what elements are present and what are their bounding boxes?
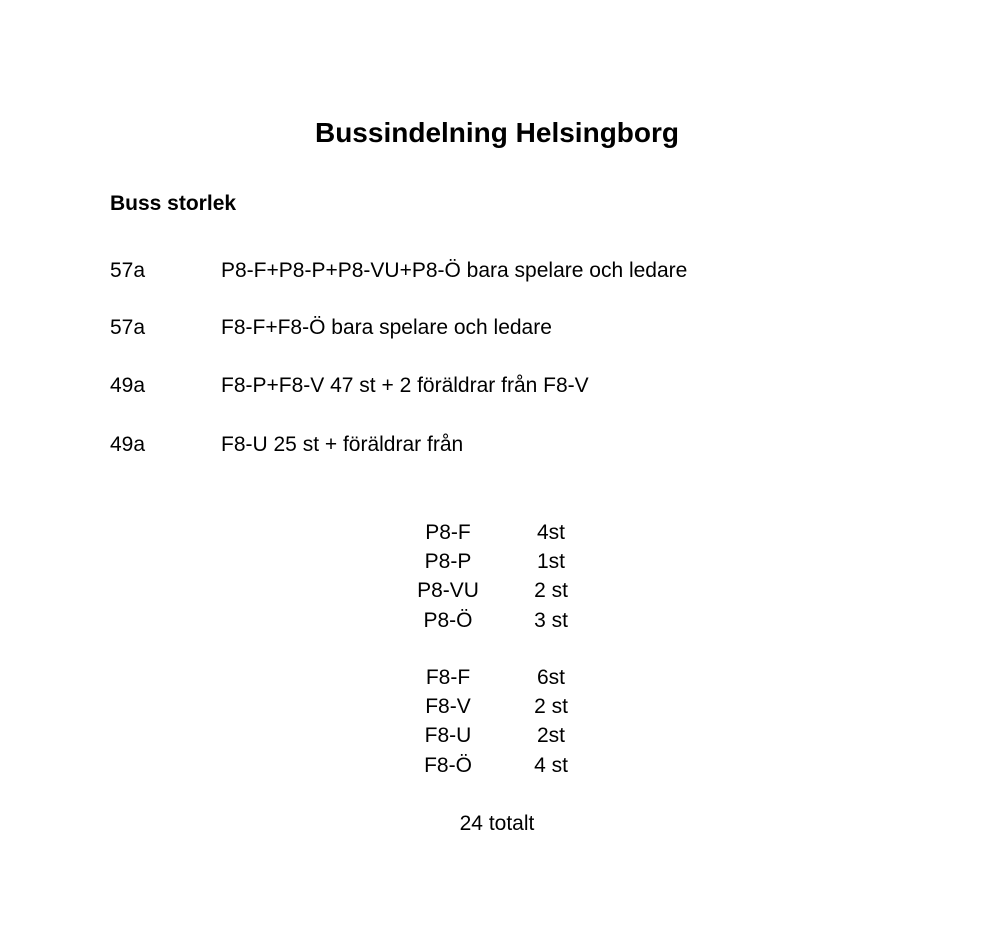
team-name: P8-F: [425, 521, 471, 544]
bus-size: 57a: [110, 316, 146, 339]
bus-size: 49a: [110, 433, 146, 456]
document-title: Bussindelning Helsingborg: [314, 117, 679, 148]
team-name: F8-V: [425, 695, 471, 718]
team-count-row: [0, 723, 1000, 749]
team-count: 3 st: [534, 609, 568, 632]
section-heading-bus-size: Buss storlek: [110, 192, 237, 215]
bus-description: F8-F+F8-Ö bara spelare och ledare: [221, 316, 552, 339]
total-count: 24 totalt: [459, 812, 535, 835]
bus-description: P8-F+P8-P+P8-VU+P8-Ö bara spelare och ledare: [221, 259, 688, 282]
team-name: F8-Ö: [424, 754, 472, 777]
team-count: 2 st: [534, 695, 568, 718]
team-count-row: [0, 694, 1000, 720]
team-count: 2 st: [534, 579, 568, 602]
team-count: 6st: [536, 666, 565, 689]
team-count-row: [0, 753, 1000, 779]
team-name: F8-U: [424, 724, 472, 747]
team-name: P8-Ö: [423, 609, 473, 632]
team-count: 2st: [536, 724, 565, 747]
team-count-row: [0, 520, 1000, 546]
team-count-row: [0, 549, 1000, 575]
bus-description: F8-U 25 st + föräldrar från: [221, 433, 464, 456]
team-count-row: [0, 578, 1000, 604]
bus-size: 57a: [110, 259, 146, 282]
team-count-row: [0, 665, 1000, 691]
team-count: 4 st: [534, 754, 568, 777]
team-count: 1st: [536, 550, 565, 573]
team-name: P8-VU: [417, 579, 479, 602]
team-count-row: [0, 608, 1000, 634]
team-name: P8-P: [424, 550, 472, 573]
team-count: 4st: [536, 521, 565, 544]
team-name: F8-F: [425, 666, 471, 689]
bus-size: 49a: [110, 374, 146, 397]
bus-description: F8-P+F8-V 47 st + 2 föräldrar från F8-V: [221, 374, 589, 397]
